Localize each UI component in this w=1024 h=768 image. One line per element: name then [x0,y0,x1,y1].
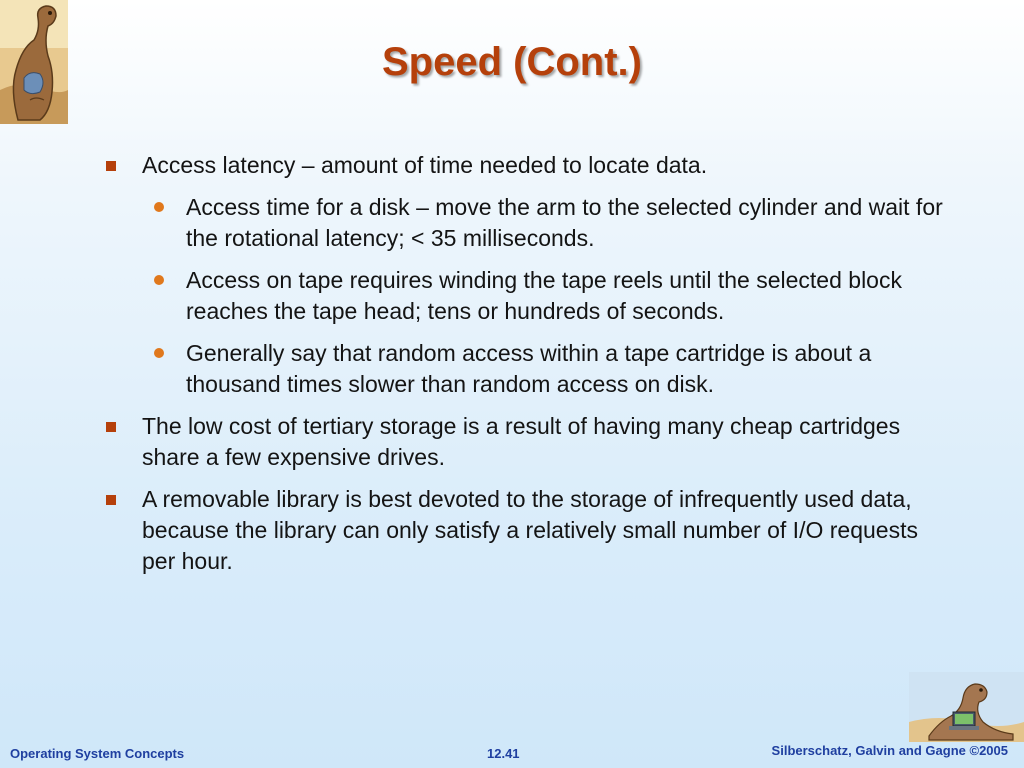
list-item [100,484,950,577]
sub-list-item-text: Access time for a disk – move the arm to the selected cylinder and wait for the rotational latency; < 35 milliseconds. [186,194,943,251]
round-bullet-icon [154,275,164,285]
footer-slide-number: 12.41 [487,746,520,761]
sub-list-item [100,265,950,327]
square-bullet-icon [106,495,116,505]
list-item [100,150,950,400]
list-item [100,411,950,473]
square-bullet-icon [106,422,116,432]
sub-list-item-text: Generally say that random access within a tape cartridge is about a thousand times slower than random access on disk. [186,340,872,397]
list-item-text: The low cost of tertiary storage is a result of having many cheap cartridges share a few expensive drives. [142,413,901,470]
round-bullet-icon [154,348,164,358]
sub-list-item-text: Access on tape requires winding the tape reels until the selected block reaches the tape head; tens or hundreds of seconds. [186,267,902,324]
footer-copyright: Silberschatz, Galvin and Gagne ©2005 [771,743,1008,758]
sub-list-item [100,338,950,400]
footer-book-title: Operating System Concepts [10,746,185,761]
dinosaur-laptop-icon [909,672,1024,742]
list-item-text: A removable library is best devoted to the storage of infrequently used data, because the library can only satisfy a relatively small number of I/O requests per hour. [142,486,918,574]
slide-content [100,150,950,588]
sub-list-item [100,192,950,254]
round-bullet-icon [154,202,164,212]
square-bullet-icon [106,161,116,171]
sub-list [142,192,950,400]
list-item-text: Access latency – amount of time needed to locate data. [142,152,708,178]
slide-title: Speed (Cont.) [382,40,642,84]
